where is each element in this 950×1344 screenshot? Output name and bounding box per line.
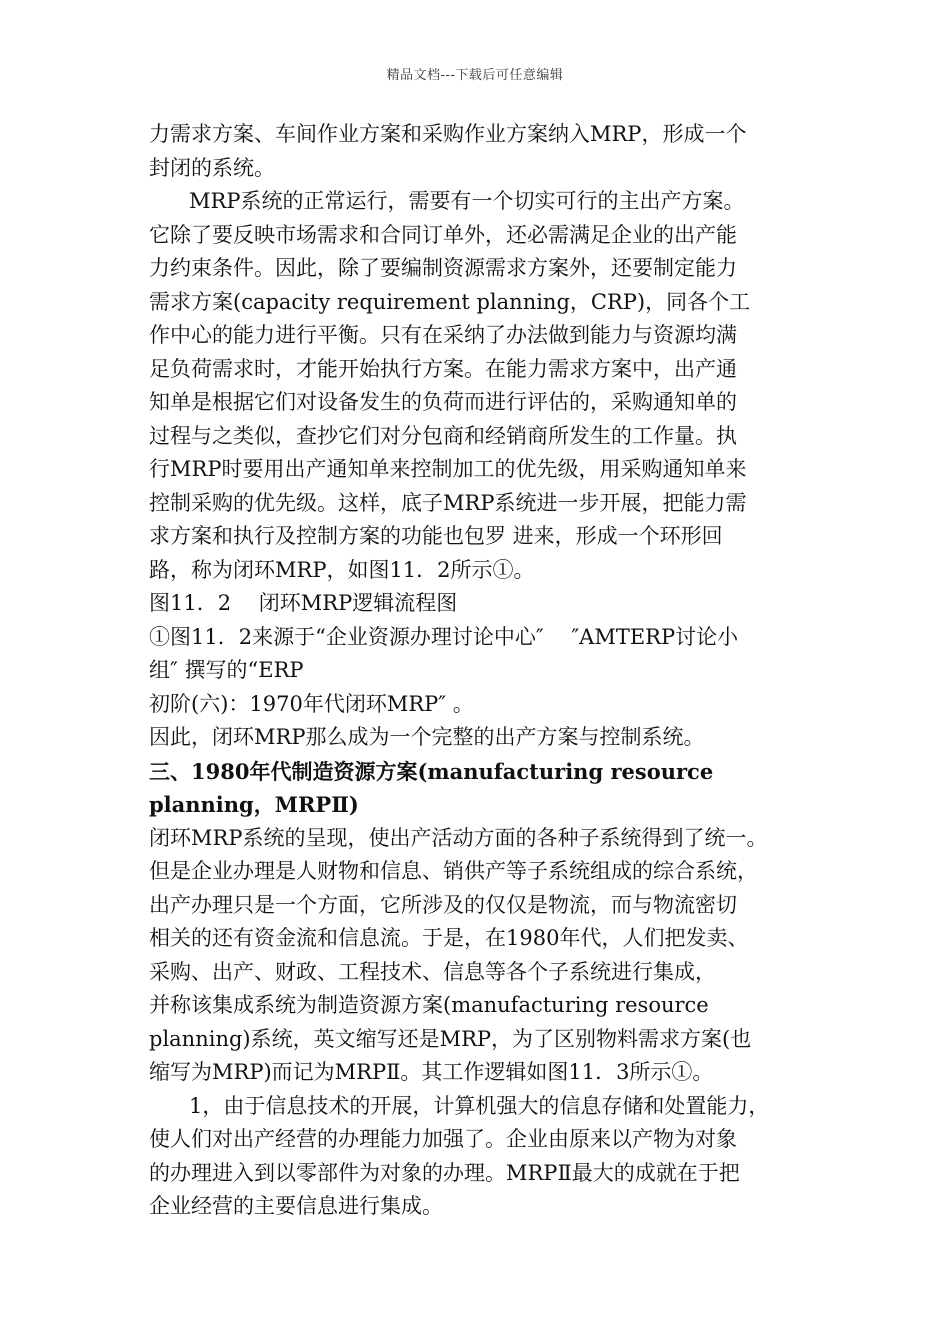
paragraph-line: 知单是根据它们对设备发生的负荷而进行评估的，采购通知单的 (149, 390, 737, 414)
paragraph-line: 相关的还有资金流和信息流。于是，在1980年代，人们把发卖、 (149, 926, 749, 950)
paragraph-line: 企业经营的主要信息进行集成。 (149, 1194, 443, 1218)
paragraph-line: 使人们对出产经营的办理能力加强了。企业由原来以产物为对象 (149, 1127, 737, 1151)
paragraph-line: 并称该集成系统为制造资源方案(manufacturing resource (149, 993, 709, 1017)
paragraph-line: 足负荷需求时，才能开始执行方案。在能力需求方案中，出产通 (149, 356, 737, 381)
paragraph-line: 控制采购的优先级。这样，底子MRP系统进一步开展，把能力需 (149, 490, 747, 515)
paragraph-line: MRP系统的正常运行，需要有一个切实可行的主出产方案。 (189, 189, 745, 213)
paragraph-line: 出产办理只是一个方面，它所涉及的仅仅是物流，而与物流密切 (149, 892, 737, 917)
paragraph-line: ①图11．2来源于“企业资源办理讨论中心″ ″AMTERP讨论小 (149, 624, 739, 649)
paragraph-line: 图11．2 闭环MRP逻辑流程图 (149, 591, 458, 615)
paragraph-line: 作中心的能力进行平衡。只有在采纳了办法做到能力与资源均满 (149, 323, 737, 347)
section-heading-line: 三、1980年代制造资源方案(manufacturing resource (149, 758, 714, 784)
paragraph-line: 行MRP时要用出产通知单来控制加工的优先级，用采购通知单来 (149, 457, 747, 481)
paragraph-line: 1，由于信息技术的开展，计算机强大的信息存储和处置能力， (189, 1093, 770, 1118)
paragraph-line: 采购、出产、财政、工程技术、信息等各个子系统进行集成， (149, 959, 716, 984)
paragraph-line: 过程与之类似，查抄它们对分包商和经销商所发生的工作量。执 (149, 423, 737, 448)
paragraph-line: planning)系统，英文缩写还是MRP，为了区别物料需求方案(也 (149, 1026, 752, 1051)
paragraph-line: 初阶(六)：1970年代闭环MRP″ 。 (149, 691, 474, 716)
paragraph-line: 缩写为MRP)而记为MRPⅡ。其工作逻辑如图11．3所示①。 (149, 1060, 714, 1084)
paragraph-line: 因此，闭环MRP那么成为一个完整的出产方案与控制系统。 (149, 725, 705, 749)
section-heading-line: planning，MRPⅡ) (149, 792, 359, 817)
paragraph-line: 需求方案(capacity requirement planning，CRP)，同各个工 (149, 289, 751, 314)
paragraph-line: 封闭的系统。 (149, 155, 275, 180)
document-body (149, 118, 819, 1224)
paragraph-line: 组″ 撰写的“ERP (149, 658, 304, 682)
paragraph-line: 它除了要反映市场需求和合同订单外，还必需满足企业的出产能 (149, 222, 737, 247)
paragraph-line: 但是企业办理是人财物和信息、销供产等子系统组成的综合系统， (149, 859, 758, 883)
paragraph-line: 闭环MRP系统的呈现，使出产活动方面的各种子系统得到了统一。 (149, 825, 768, 850)
paragraph-line: 力约束条件。因此，除了要编制资源需求方案外，还要制定能力 (149, 256, 737, 280)
paragraph-line: 的办理进入到以零部件为对象的办理。MRPⅡ最大的成就在于把 (149, 1160, 740, 1185)
paragraph-line: 力需求方案、车间作业方案和采购作业方案纳入MRP，形成一个 (149, 122, 747, 146)
paragraph-line: 求方案和执行及控制方案的功能也包罗 进来，形成一个环形回 (149, 524, 723, 548)
page-header: 精品文档---下载后可任意编辑 (386, 68, 564, 83)
paragraph-line: 路，称为闭环MRP，如图11．2所示①。 (149, 557, 535, 582)
